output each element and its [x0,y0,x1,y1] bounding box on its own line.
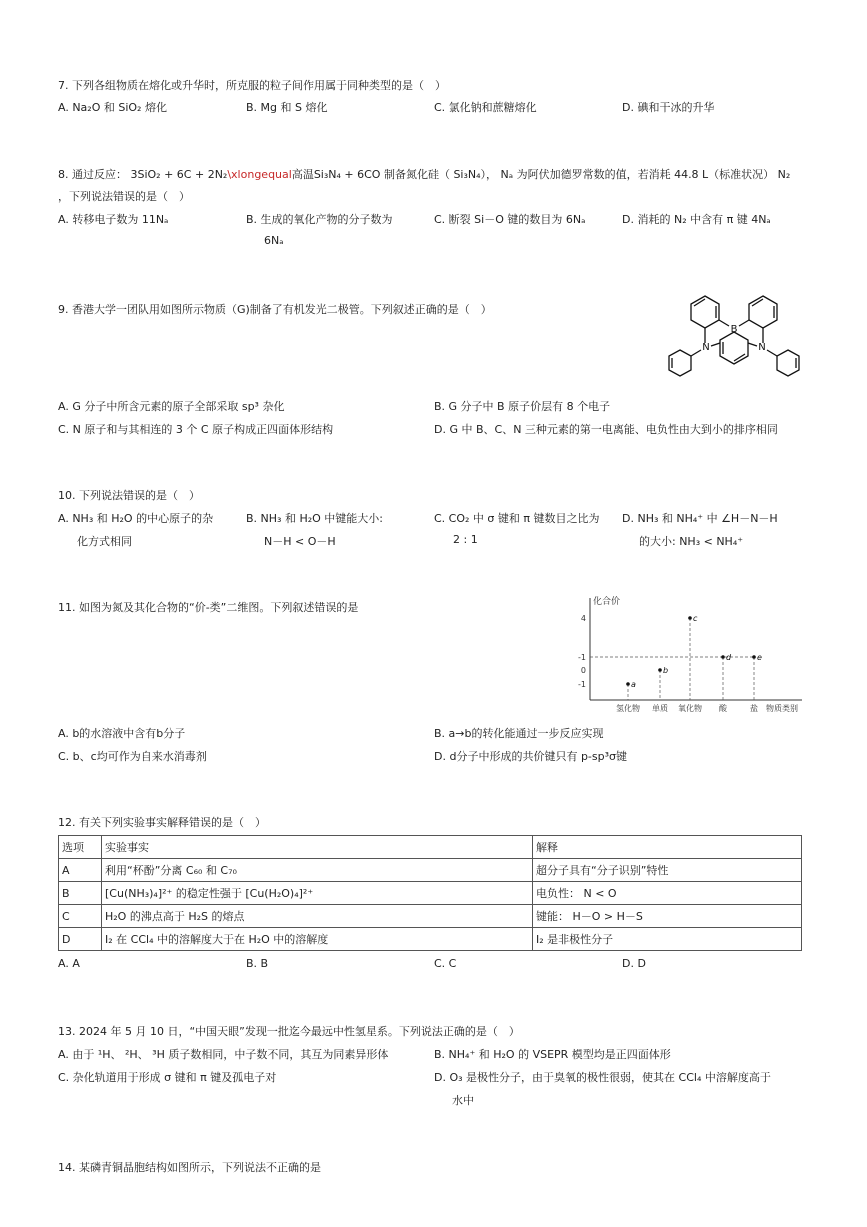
q10-option-a-cont: 化方式相同 [77,535,132,548]
q10-option-a: A. NH₃ 和 H₂O 的中心原子的杂 [58,512,214,525]
boron-atom-label: B [730,324,738,335]
q11-stem: 11. 如图为氮及其化合物的“价-类”二维图。下列叙述错误的是 [58,601,359,614]
nitrogen-atom-left-label: N [702,342,710,353]
benzene-ring-top-left [691,296,719,328]
row-explanation: I₂ 是非极性分子 [533,928,802,951]
table-header-row [59,836,802,859]
q10-option-b: B. NH₃ 和 H₂O 中键能大小: [246,512,383,525]
data-point [721,655,725,659]
q11-valence-class-chart [560,590,810,715]
benzene-ring-top-right [749,296,777,328]
data-point-label: b [663,666,669,675]
q8-option-c: C. 断裂 Si－O 键的数目为 6Nₐ [434,213,586,226]
y-tick-label: -1 [578,653,586,662]
q10-option-b-cont: N－H < O－H [264,535,336,548]
row-fact: 利用“杯酚”分离 C₆₀ 和 C₇₀ [102,859,533,882]
q7-option-b: B. Mg 和 S 熔化 [246,101,328,114]
table-row [59,905,802,928]
y-tick-label: -1 [578,680,586,689]
q8-stem-part1: 8. 通过反应： 3SiO₂ + 6C + 2N₂ [58,168,228,181]
q8-latex-error: \xlongequal [227,168,292,181]
x-category-label: 单质 [652,704,668,713]
q10-option-c: C. CO₂ 中 σ 键和 π 键数目之比为 [434,512,600,525]
q10-option-d-cont: 的大小: NH₃ < NH₄⁺ [639,535,744,548]
q11-option-b: B. a→b的转化能通过一步反应实现 [434,727,604,740]
q8-option-b-cont: 6Nₐ [264,234,284,247]
q13-option-a: A. 由于 ¹H、 ²H、 ³H 质子数相同，中子数不同，其互为同素异形体 [58,1048,389,1061]
data-point-label: c [693,614,698,623]
data-point-label: e [757,653,762,662]
q12-option-c: C. C [434,957,457,970]
row-option: B [59,882,102,905]
row-option: C [59,905,102,928]
q10-option-c-cont: 2 : 1 [453,533,478,546]
q8-option-a: A. 转移电子数为 11Nₐ [58,213,169,226]
data-point-label: d [726,653,732,662]
q7-option-a: A. Na₂O 和 SiO₂ 熔化 [58,101,167,114]
q11-option-d: D. d分子中形成的共价键只有 p-sp³σ键 [434,750,627,763]
y-tick-label: 4 [580,614,586,623]
q12-experiment-table [58,835,802,951]
data-point [626,682,630,686]
q13-option-b: B. NH₄⁺ 和 H₂O 的 VSEPR 模型均是正四面体形 [434,1048,671,1061]
header-option: 选项 [59,836,102,859]
q8-stem-line2: ，下列说法错误的是（ ） [58,190,190,203]
q9-option-d: D. G 中 B、C、N 三种元素的第一电离能、电负性由大到小的排序相同 [434,423,778,436]
row-explanation: 电负性： N < O [533,882,802,905]
benzene-ring-bottom-center [720,332,748,364]
row-fact: H₂O 的沸点高于 H₂S 的熔点 [102,905,533,928]
q11-option-a: A. b的水溶液中含有b分子 [58,727,186,740]
q8-stem-part2: 高温Si₃N₄ + 6CO 制备氮化硅（ Si₃N₄）， Nₐ 为阿伏加德罗常数的值，若消耗 44.8 L（标准状况） N₂ [291,168,791,181]
x-category-label: 酸 [719,704,727,713]
table-row [59,928,802,951]
row-fact: [Cu(NH₃)₄]²⁺ 的稳定性强于 [Cu(H₂O)₄]²⁺ [102,882,533,905]
x-axis-label: 物质类别 [766,704,798,713]
q11-option-c: C. b、c均可作为自来水消毒剂 [58,750,207,763]
q8-option-b: B. 生成的氧化产物的分子数为 [246,213,393,226]
q13-stem: 13. 2024 年 5 月 10 日，“中国天眼”发现一批迄今最远中性氢星系。下列说法正确的是（ ） [58,1025,520,1038]
q7-option-d: D. 碘和干冰的升华 [622,101,715,114]
y-tick-label: 0 [580,666,586,675]
row-fact: I₂ 在 CCl₄ 中的溶解度大于在 H₂O 中的溶解度 [102,928,533,951]
q8-stem [58,166,790,182]
data-point [752,655,756,659]
q9-option-b: B. G 分子中 B 原子价层有 8 个电子 [434,400,611,413]
q12-option-b: B. B [246,957,269,970]
table-row [59,859,802,882]
x-category-label: 盐 [750,704,758,713]
q14-stem: 14. 某磷青铜晶胞结构如图所示，下列说法不正确的是 [58,1161,321,1174]
q9-stem: 9. 香港大学一团队用如图所示物质（G)制备了有机发光二极管。下列叙述正确的是（ ） [58,303,492,316]
nitrogen-atom-right-label: N [758,342,766,353]
q13-option-d-cont: 水中 [452,1094,474,1107]
q13-option-c: C. 杂化轨道用于形成 σ 键和 π 键及孤电子对 [58,1071,277,1084]
q9-molecule-structure [658,288,810,388]
row-option: A [59,859,102,882]
data-point [688,616,692,620]
x-category-label: 氧化物 [678,704,702,713]
q9-option-a: A. G 分子中所含元素的原子全部采取 sp³ 杂化 [58,400,285,413]
header-fact: 实验事实 [102,836,533,859]
q12-stem: 12. 有关下列实验事实解释错误的是（ ） [58,816,266,829]
q13-option-d: D. O₃ 是极性分子，由于臭氧的极性很弱，使其在 CCl₄ 中溶解度高于 [434,1071,771,1084]
x-category-label: 氢化物 [616,704,640,713]
q7-stem: 7. 下列各组物质在熔化或升华时，所克服的粒子间作用属于同种类型的是（ ） [58,79,446,92]
header-explanation: 解释 [533,836,802,859]
y-axis-label: 化合价 [593,597,621,607]
q12-option-a: A. A [58,957,80,970]
q9-option-c: C. N 原子和与其相连的 3 个 C 原子构成正四面体形结构 [58,423,334,436]
q10-option-d: D. NH₃ 和 NH₄⁺ 中 ∠H－N－H [622,512,778,525]
data-point [658,668,662,672]
q7-option-c: C. 氯化钠和蔗糖熔化 [434,101,537,114]
row-explanation: 键能： H－O > H－S [533,905,802,928]
row-explanation: 超分子具有“分子识别”特性 [533,859,802,882]
q10-stem: 10. 下列说法错误的是（ ） [58,489,200,502]
q8-option-d: D. 消耗的 N₂ 中含有 π 键 4Nₐ [622,213,771,226]
data-point-label: a [631,680,636,689]
table-row [59,882,802,905]
q12-option-d: D. D [622,957,646,970]
row-option: D [59,928,102,951]
